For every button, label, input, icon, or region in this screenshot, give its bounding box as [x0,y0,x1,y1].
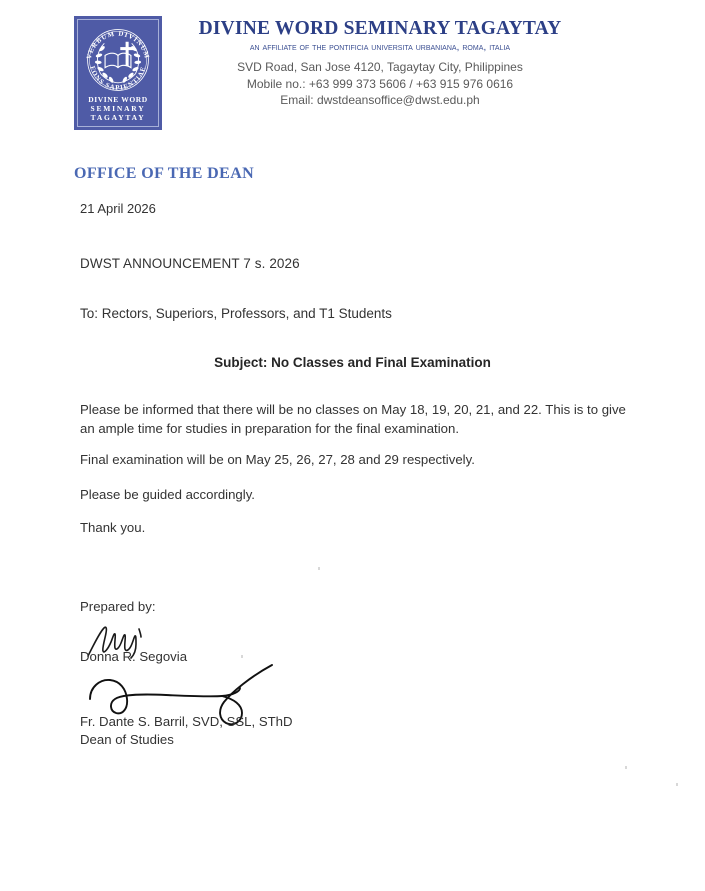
scan-speck [625,766,627,769]
body-paragraph-3: Please be guided accordingly. [80,487,255,502]
body-paragraph-2: Final examination will be on May 25, 26, 27, 28 and 29 respectively. [80,452,475,467]
organization-affiliation: an affiliate of the pontificia universita urbaniana, roma, italia [249,41,511,53]
subject-line: Subject: No Classes and Final Examination [214,355,491,370]
address-line: SVD Road, San Jose 4120, Tagaytay City, Philippines [237,60,523,74]
svg-text:FONS SAPIENTIAE: FONS SAPIENTIAE [88,65,148,92]
crest-emblem-icon [80,22,156,98]
seminary-logo [74,16,162,130]
logo-word-line-1: DIVINE WORD [88,95,148,104]
addressee-line: To: Rectors, Superiors, Professors, and T1 Students [80,306,392,321]
office-heading: OFFICE OF THE DEAN [74,165,255,182]
body-paragraph-4: Thank you. [80,520,146,535]
logo-word-line-2: SEMINARY [90,104,146,113]
preparer-name: Donna R. Segovia [80,649,188,664]
mobile-line: Mobile no.: +63 999 373 5606 / +63 915 976 0616 [246,76,514,91]
letterhead [0,0,705,140]
organization-name: DIVINE WORD SEMINARY TAGAYTAY [198,18,562,39]
svg-text:VERBUM DIVINUM: VERBUM DIVINUM [85,30,151,60]
scan-speck [676,783,678,786]
logo-wordmark [78,95,158,122]
email-line: Email: dwstdeansoffice@dwst.edu.ph [280,93,480,107]
prepared-by-label: Prepared by: [80,599,156,614]
letterhead-text [180,18,580,109]
scan-speck [318,567,320,570]
contact-block [180,59,580,109]
approver-title: Dean of Studies [80,732,174,747]
body-paragraph-1: Please be informed that there will be no classes on May 18, 19, 20, 21, and 22. This is to give an ample time for studies in preparation for the final examination. [80,402,626,436]
announcement-reference: DWST ANNOUNCEMENT 7 s. 2026 [80,256,300,271]
scan-speck [241,655,243,658]
document-date: 21 April 2026 [80,201,156,216]
logo-frame [77,19,159,127]
approver-name: Fr. Dante S. Barril, SVD, SSL, SThD [80,714,293,729]
logo-word-line-3: TAGAYTAY [90,113,146,122]
